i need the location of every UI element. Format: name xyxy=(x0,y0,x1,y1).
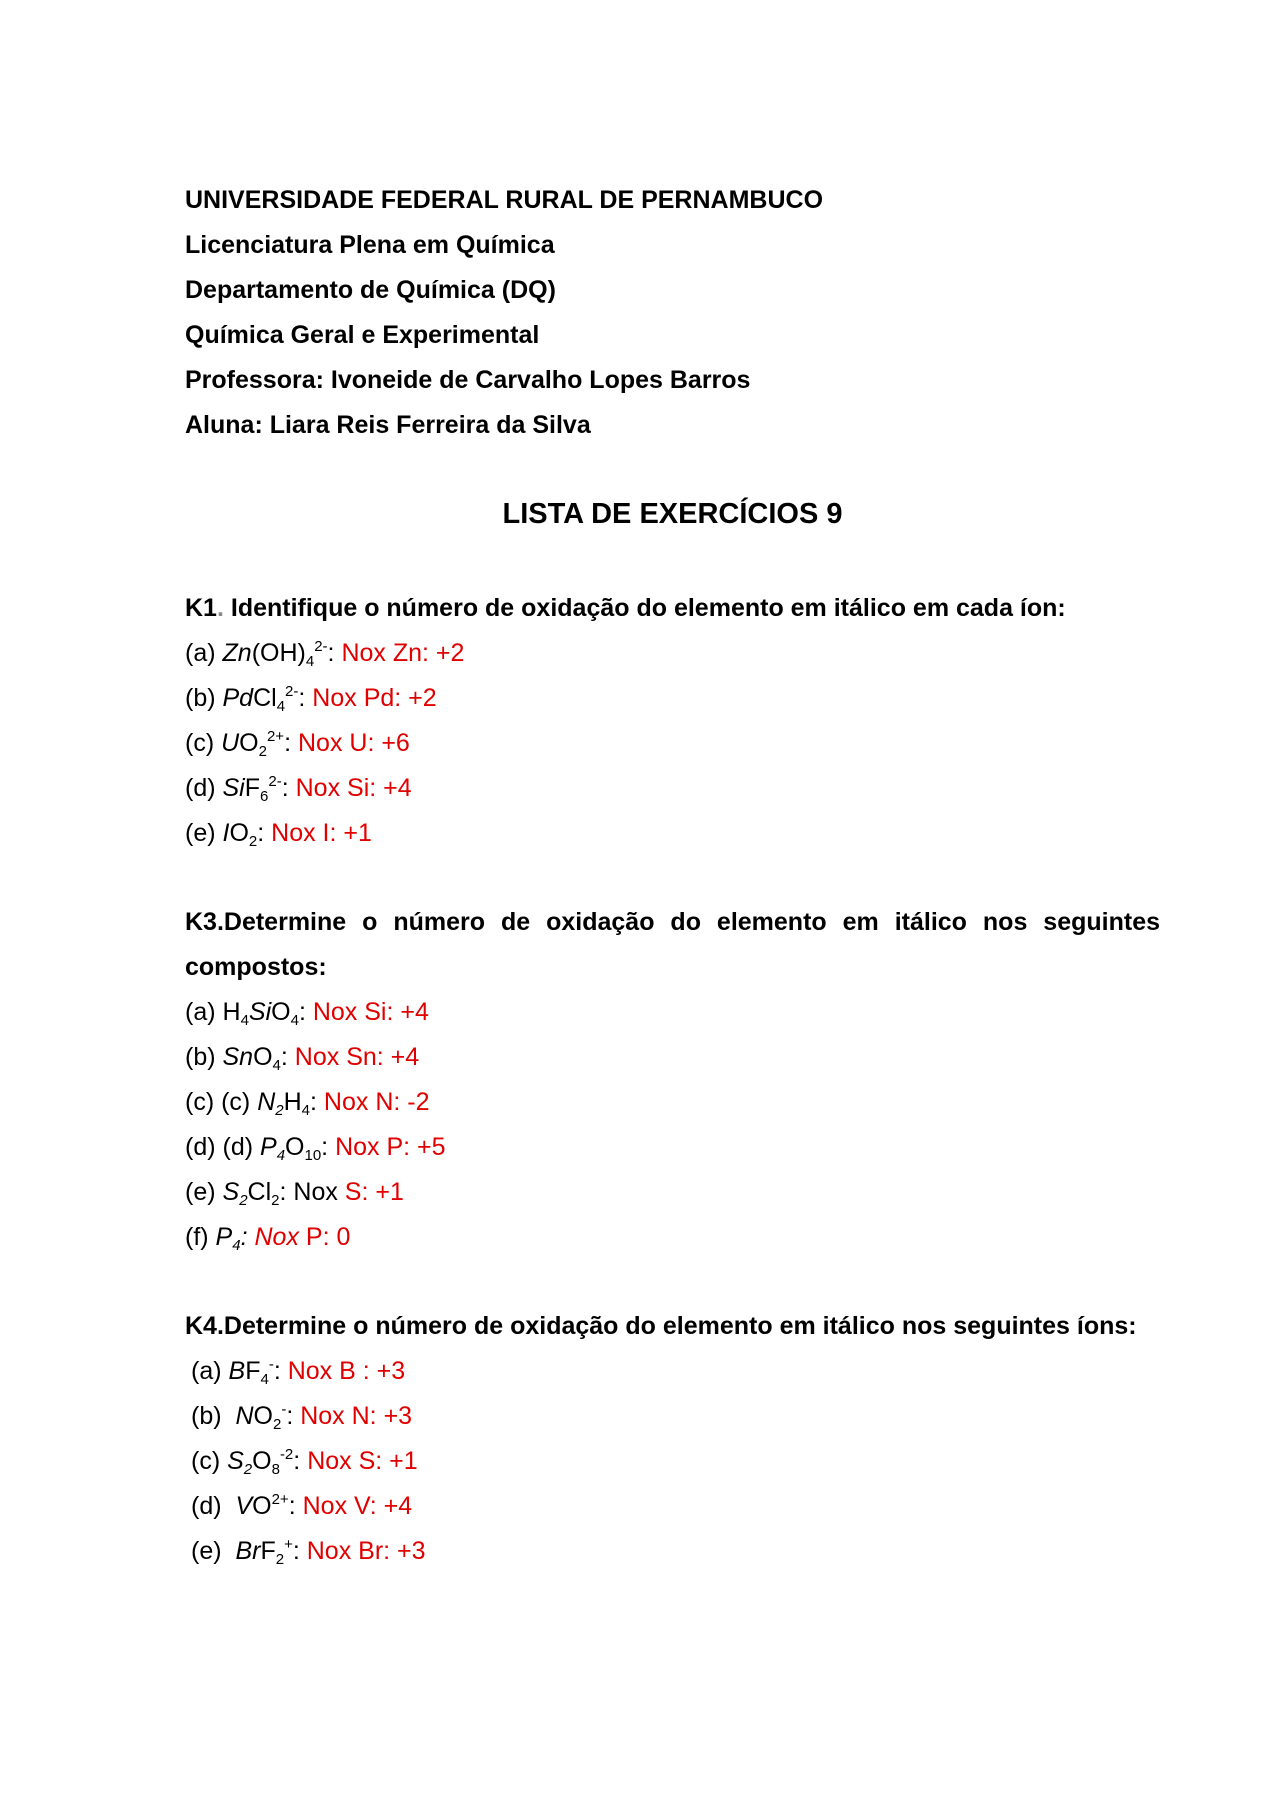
k3-item-b: (b) SnO$_4$: Nox Sn: +4 xyxy=(185,1043,420,1074)
item-prefix: (e) xyxy=(191,1537,236,1565)
item-prefix: (c) xyxy=(185,729,222,757)
item-prefix: (c) xyxy=(191,1447,228,1475)
formula: PdCl$_4^{2-}$ xyxy=(222,683,299,715)
section-k3 xyxy=(185,900,1160,1260)
answer: Nox Si: +4 xyxy=(312,998,429,1026)
answer: Nox N: -2 xyxy=(323,1088,430,1116)
answer: Nox Pd: +2 xyxy=(312,684,437,712)
item-prefix: (e) xyxy=(185,819,223,847)
k1-item-b: (b) PdCl$_4^{2-}$: Nox Pd: +2 xyxy=(185,683,437,715)
formula: $Zn(OH)_4^{2-}$ xyxy=(222,638,328,670)
item-prefix: (e) xyxy=(185,1178,223,1206)
item-prefix: (d) (d) xyxy=(185,1133,260,1161)
k1-item-c: (c) $UO_2^{2+}$: Nox U: +6 xyxy=(185,728,410,760)
item-prefix: (d) xyxy=(191,1492,236,1520)
header-line-professor: Professora: Ivoneide de Carvalho Lopes Barros xyxy=(185,366,751,394)
page-title: LISTA DE EXERCÍCIOS 9 xyxy=(502,498,843,530)
answer-prefix: Nox xyxy=(254,1223,299,1251)
header-line-university: UNIVERSIDADE FEDERAL RURAL DE PERNAMBUCO xyxy=(185,186,824,214)
answer: Nox V: +4 xyxy=(302,1492,413,1520)
k3-item-c: (c) (c) $N_2H_4$: Nox N: -2 xyxy=(185,1088,430,1119)
k3-item-d: (d) (d) $P_4O_{10}$: Nox P: +5 xyxy=(185,1133,446,1164)
answer-prefix: Nox xyxy=(293,1178,345,1206)
k4-item-e: (e) BrF$_2$+: Nox Br: +3 xyxy=(191,1536,426,1568)
header-line-course: Licenciatura Plena em Química xyxy=(185,231,555,259)
item-prefix: (a) xyxy=(191,1357,229,1385)
formula: $IO_2$ xyxy=(222,819,258,850)
answer: S: +1 xyxy=(344,1178,404,1206)
answer: Nox U: +6 xyxy=(297,729,410,757)
formula: $H_4SiO_4$ xyxy=(222,998,299,1029)
item-prefix: (b) xyxy=(185,1043,223,1071)
formula: $UO_2^{2+}$ xyxy=(221,728,285,760)
header-line-student: Aluna: Liara Reis Ferreira da Silva xyxy=(185,411,591,439)
formula: $VO^{2+}$ xyxy=(235,1491,289,1520)
item-prefix: (b) xyxy=(191,1402,236,1430)
answer: Nox P: +5 xyxy=(335,1133,446,1161)
item-prefix: (a) xyxy=(185,639,223,667)
header-line-department: Departamento de Química (DQ) xyxy=(185,276,556,304)
item-prefix: (c) (c) xyxy=(185,1088,258,1116)
answer: Nox Si: +4 xyxy=(295,774,412,802)
question-k1 xyxy=(185,586,1160,631)
question-k1-label: K1 xyxy=(185,594,217,622)
k4-item-d: (d) $VO^{2+}$: Nox V: +4 xyxy=(191,1491,413,1520)
k3-item-e: (e) $S_2Cl_2$: Nox S: +1 xyxy=(185,1178,404,1209)
header-block xyxy=(185,178,1160,448)
formula: BrF$_2$+ xyxy=(235,1536,293,1568)
k3-item-f xyxy=(185,1215,1160,1260)
item-prefix: (a) xyxy=(185,998,223,1026)
formula: $S_2O_8^{-2}$ xyxy=(227,1446,294,1478)
k1-item-a: (a) $Zn(OH)_4^{2-}$: Nox Zn: +2 xyxy=(185,638,465,670)
answer: Nox Zn: +2 xyxy=(341,639,465,667)
k4-item-c: (c) $S_2O_8^{-2}$: Nox S: +1 xyxy=(191,1446,418,1478)
answer: Nox N: +3 xyxy=(300,1402,413,1430)
formula: $BF_4^-$ xyxy=(228,1356,274,1388)
formula: $P_4$: xyxy=(215,1223,248,1254)
formula: $P_4O_{10}$ xyxy=(260,1133,322,1164)
question-k1-text: Identifique o número de oxidação do elemento em itálico em cada íon: xyxy=(223,594,1066,622)
formula: $S_2Cl_2$ xyxy=(222,1178,280,1209)
item-prefix: (d) xyxy=(185,774,223,802)
answer: Nox I: +1 xyxy=(271,819,372,847)
item-prefix: (f) xyxy=(185,1223,216,1251)
answer: Nox Br: +3 xyxy=(306,1537,426,1565)
answer: Nox S: +1 xyxy=(307,1447,418,1475)
formula: $NO_2^-$ xyxy=(235,1401,287,1433)
item-prefix: (b) xyxy=(185,684,223,712)
header-line-subject: Química Geral e Experimental xyxy=(185,321,540,349)
answer: Nox B : +3 xyxy=(287,1357,406,1385)
answer: Nox Sn: +4 xyxy=(294,1043,420,1071)
question-k3: K3.Determine o número de oxidação do elemento em itálico nos seguintes compostos: xyxy=(185,908,1160,981)
k1-item-e: (e) $IO_2$: Nox I: +1 xyxy=(185,819,372,850)
k1-item-d: (d) SiF$_6^{2-}$: Nox Si: +4 xyxy=(185,773,412,805)
k4-item-b: (b) $NO_2^-$: Nox N: +3 xyxy=(191,1401,413,1433)
formula: SiF$_6^{2-}$ xyxy=(222,773,282,805)
section-k4 xyxy=(185,1304,1160,1574)
section-k1 xyxy=(185,586,1160,856)
question-k1-dot: . xyxy=(216,594,224,622)
formula: $N_2H_4$ xyxy=(257,1088,311,1119)
k4-item-a: (a) $BF_4^-$: Nox B : +3 xyxy=(191,1356,406,1388)
question-k4: K4.Determine o número de oxidação do elemento em itálico nos seguintes íons: xyxy=(185,1312,1137,1340)
k3-item-a: (a) $H_4SiO_4$: Nox Si: +4 xyxy=(185,998,429,1029)
document-page xyxy=(185,178,1160,1574)
formula: SnO$_4$ xyxy=(222,1043,281,1074)
answer: P: 0 xyxy=(298,1223,351,1251)
